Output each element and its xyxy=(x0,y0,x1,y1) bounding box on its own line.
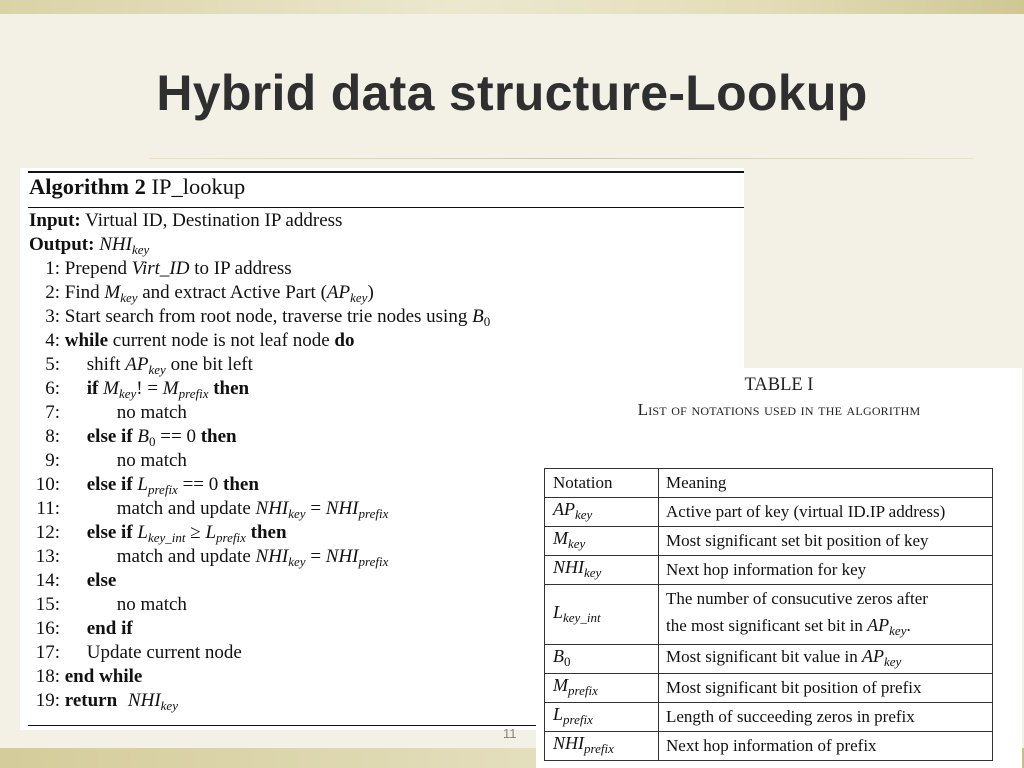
algorithm-line: 13: match and update $NHI_{key} = NHI_{prefix}$ xyxy=(35,546,389,569)
algorithm-line: 18: end while xyxy=(35,666,143,687)
algorithm-name: IP_lookup xyxy=(151,174,246,199)
input-value: Virtual ID, Destination IP address xyxy=(85,210,343,231)
top-decor-band xyxy=(0,0,1024,14)
algorithm-output: Output: $NHI_{key}$ xyxy=(29,234,150,257)
table-row xyxy=(545,498,993,527)
meaning-cell: The number of consucutive zeros after the most significant set bit in $AP_{key}$. xyxy=(659,585,993,645)
algorithm-label: Algorithm 2 xyxy=(29,174,146,199)
algorithm-heading xyxy=(29,174,245,200)
notation-table-panel xyxy=(536,368,1022,768)
algorithm-input xyxy=(29,210,342,232)
algorithm-line: 9: no match xyxy=(45,450,187,471)
table-row xyxy=(545,645,993,674)
algorithm-line: 2: Find $M_{key}$ and extract Active Part $(AP_{key})$ xyxy=(45,282,374,305)
input-label: Input: xyxy=(29,210,81,231)
output-label: Output: xyxy=(29,234,95,255)
notation-cell: $AP_{key}$ xyxy=(545,498,659,527)
algorithm-line: 16: end if xyxy=(35,618,133,639)
table-row xyxy=(545,527,993,556)
algorithm-line: 3: Start search from root node, traverse trie nodes using $B_0$ xyxy=(45,306,491,329)
algorithm-header-rule xyxy=(28,207,744,208)
slide-number: 11 xyxy=(503,726,517,741)
algorithm-line: 14: else xyxy=(35,570,117,591)
algorithm-line: 10: else if $L_{prefix} == 0$ then xyxy=(35,474,259,497)
meaning-cell: Active part of key (virtual ID.IP address) xyxy=(659,498,993,527)
slide-title: Hybrid data structure-Lookup xyxy=(156,65,868,121)
meaning-cell: Most significant set bit position of key xyxy=(659,527,993,556)
algorithm-top-rule xyxy=(28,171,744,173)
column-header: Notation xyxy=(545,469,659,498)
notation-cell: $M_{prefix}$ xyxy=(545,674,659,703)
notation-cell: $L_{key\_int}$ xyxy=(545,585,659,645)
column-header: Meaning xyxy=(659,469,993,498)
notation-cell: $NHI_{prefix}$ xyxy=(545,732,659,761)
algorithm-line: 5: shift $AP_{key}$ one bit left xyxy=(45,354,253,377)
table-row xyxy=(545,556,993,585)
algorithm-line: 4: while current node is not leaf node do xyxy=(45,330,355,351)
notation-cell: $L_{prefix}$ xyxy=(545,703,659,732)
algorithm-line: 1: Prepend Virt_ID to IP address xyxy=(45,258,292,279)
table-number: TABLE I xyxy=(744,375,814,395)
notation-cell: $NHI_{key}$ xyxy=(545,556,659,585)
algorithm-line: 6: if $M_{key}$! = $M_{prefix}$ then xyxy=(45,378,250,401)
meaning-cell: Length of succeeding zeros in prefix xyxy=(659,703,993,732)
notation-cell: $B_0$ xyxy=(545,645,659,674)
algorithm-line: 8: else if $B_0 == 0$ then xyxy=(45,426,237,449)
meaning-cell: Next hop information of prefix xyxy=(659,732,993,761)
algorithm-line: 15: no match xyxy=(35,594,187,615)
algorithm-line: 11: match and update $NHI_{key} = NHI_{prefix}$ xyxy=(36,498,389,521)
meaning-cell: Most significant bit value in $AP_{key}$ xyxy=(659,645,993,674)
meaning-cell: Next hop information for key xyxy=(659,556,993,585)
algorithm-line: 19: return $NHI_{key}$ xyxy=(35,690,178,713)
algorithm-line: 7: no match xyxy=(45,402,187,423)
notation-table xyxy=(544,468,993,761)
table-caption: List of notations used in the algorithm xyxy=(637,400,921,419)
table-row xyxy=(545,732,993,761)
table-header-row xyxy=(545,469,993,498)
notation-cell: $M_{key}$ xyxy=(545,527,659,556)
table-row xyxy=(545,585,993,645)
algorithm-line: 17: Update current node xyxy=(35,642,242,663)
meaning-cell: Most significant bit position of prefix xyxy=(659,674,993,703)
table-row xyxy=(545,703,993,732)
table-row xyxy=(545,674,993,703)
algorithm-line: 12: else if $L_{key\_int} \ge L_{prefix}$ then xyxy=(35,522,287,545)
title-divider xyxy=(150,158,974,159)
